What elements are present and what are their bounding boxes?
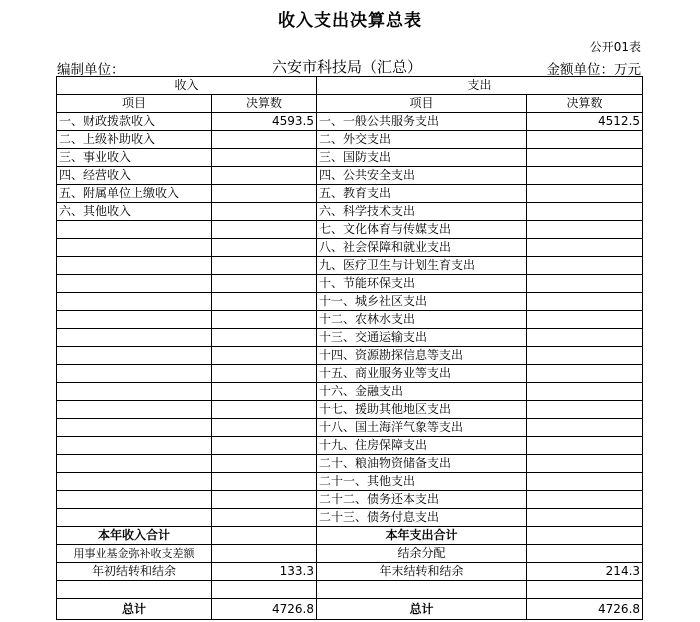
table-row: [57, 329, 643, 347]
expense-amount-cell: [527, 131, 643, 149]
income-amount-cell: [212, 203, 317, 221]
year-total-row: [57, 527, 643, 545]
income-amount-cell: [212, 221, 317, 239]
surplus-dist-value: [527, 545, 643, 563]
blank-cell: [57, 581, 212, 599]
income-amount-cell: [212, 275, 317, 293]
income-amount-cell: 4593.5: [212, 113, 317, 131]
income-amount-cell: [212, 185, 317, 203]
expense-item-cell: 十八、国土海洋气象等支出: [317, 419, 527, 437]
income-amount-header: 决算数: [212, 95, 317, 113]
expense-item-cell: 二十二、债务还本支出: [317, 491, 527, 509]
income-item-cell: [57, 455, 212, 473]
blank-cell: [212, 581, 317, 599]
income-item-cell: [57, 383, 212, 401]
grand-total-expense-label: 总计: [317, 599, 527, 620]
income-amount-cell: [212, 257, 317, 275]
expense-amount-cell: [527, 167, 643, 185]
income-item-cell: 四、经营收入: [57, 167, 212, 185]
expense-total-value: [527, 527, 643, 545]
expense-item-cell: 四、公共安全支出: [317, 167, 527, 185]
income-amount-cell: [212, 365, 317, 383]
expense-item-cell: 十五、商业服务业等支出: [317, 365, 527, 383]
expense-item-cell: 三、国防支出: [317, 149, 527, 167]
expense-amount-cell: [527, 275, 643, 293]
income-item-cell: [57, 275, 212, 293]
income-item-cell: [57, 509, 212, 527]
expense-item-cell: 二十一、其他支出: [317, 473, 527, 491]
blank-cell: [317, 581, 527, 599]
summary-table: [56, 76, 643, 620]
grand-total-income-value: 4726.8: [212, 599, 317, 620]
fund-offset-value: [212, 545, 317, 563]
table-row: [57, 149, 643, 167]
expense-item-header: 项目: [317, 95, 527, 113]
income-item-cell: [57, 293, 212, 311]
income-item-cell: 二、上级补助收入: [57, 131, 212, 149]
expense-amount-cell: [527, 221, 643, 239]
table-row: [57, 185, 643, 203]
income-amount-cell: [212, 347, 317, 365]
income-total-label: 本年收入合计: [57, 527, 212, 545]
table-row: [57, 509, 643, 527]
income-amount-cell: [212, 293, 317, 311]
income-item-cell: 五、附属单位上缴收入: [57, 185, 212, 203]
expense-item-cell: 九、医疗卫生与计划生育支出: [317, 257, 527, 275]
income-item-cell: 六、其他收入: [57, 203, 212, 221]
expense-amount-cell: [527, 203, 643, 221]
expense-amount-cell: [527, 311, 643, 329]
income-amount-cell: [212, 329, 317, 347]
table-row: [57, 401, 643, 419]
table-row: [57, 473, 643, 491]
income-amount-cell: [212, 131, 317, 149]
income-amount-cell: [212, 419, 317, 437]
income-amount-cell: [212, 149, 317, 167]
table-row: [57, 167, 643, 185]
income-item-cell: [57, 365, 212, 383]
expense-amount-cell: [527, 455, 643, 473]
income-item-cell: [57, 437, 212, 455]
expense-amount-header: 决算数: [527, 95, 643, 113]
expense-item-cell: 七、文化体育与传媒支出: [317, 221, 527, 239]
balance-row: [57, 563, 643, 581]
expense-total-label: 本年支出合计: [317, 527, 527, 545]
unit-name: 六安市科技局（汇总）: [272, 58, 423, 76]
expense-item-cell: 十六、金融支出: [317, 383, 527, 401]
expense-amount-cell: [527, 185, 643, 203]
income-section-header: 收入: [57, 77, 317, 95]
income-item-cell: [57, 311, 212, 329]
income-item-cell: [57, 419, 212, 437]
expense-item-cell: 二十三、债务付息支出: [317, 509, 527, 527]
expense-amount-cell: [527, 491, 643, 509]
expense-amount-cell: [527, 419, 643, 437]
income-item-cell: 一、财政拨款收入: [57, 113, 212, 131]
income-amount-cell: [212, 401, 317, 419]
income-amount-cell: [212, 311, 317, 329]
unit-label: 编制单位：: [57, 62, 125, 78]
grand-total-expense-value: 4726.8: [527, 599, 643, 620]
table-row: [57, 311, 643, 329]
expense-amount-cell: [527, 149, 643, 167]
fund-offset-label: 用事业基金弥补收支差额: [57, 545, 212, 563]
page-title: 收入支出决算总表: [278, 11, 422, 31]
expense-amount-cell: [527, 401, 643, 419]
income-item-header: 项目: [57, 95, 212, 113]
expense-amount-cell: [527, 473, 643, 491]
table-row: [57, 275, 643, 293]
income-item-cell: [57, 347, 212, 365]
expense-amount-cell: [527, 257, 643, 275]
table-row: [57, 455, 643, 473]
fund-offset-row: [57, 545, 643, 563]
expense-amount-cell: 4512.5: [527, 113, 643, 131]
grand-total-income-label: 总计: [57, 599, 212, 620]
table-row: [57, 491, 643, 509]
begin-balance-label: 年初结转和结余: [57, 563, 212, 581]
expense-item-cell: 五、教育支出: [317, 185, 527, 203]
blank-row: [57, 581, 643, 599]
income-item-cell: [57, 401, 212, 419]
income-item-cell: [57, 491, 212, 509]
grand-total-row: [57, 599, 643, 620]
income-amount-cell: [212, 491, 317, 509]
income-total-value: [212, 527, 317, 545]
income-item-cell: [57, 473, 212, 491]
table-row: [57, 257, 643, 275]
income-amount-cell: [212, 455, 317, 473]
expense-item-cell: 十二、农林水支出: [317, 311, 527, 329]
expense-amount-cell: [527, 437, 643, 455]
end-balance-value: 214.3: [527, 563, 643, 581]
expense-item-cell: 十七、援助其他地区支出: [317, 401, 527, 419]
income-amount-cell: [212, 167, 317, 185]
table-number: 公开01表: [589, 40, 641, 54]
expense-item-cell: 十四、资源勘探信息等支出: [317, 347, 527, 365]
expense-item-cell: 十九、住房保障支出: [317, 437, 527, 455]
table-row: [57, 239, 643, 257]
expense-item-cell: 十三、交通运输支出: [317, 329, 527, 347]
table-row: [57, 221, 643, 239]
expense-amount-cell: [527, 329, 643, 347]
expense-item-cell: 二十、粮油物资储备支出: [317, 455, 527, 473]
table-row: [57, 113, 643, 131]
income-amount-cell: [212, 383, 317, 401]
expense-item-cell: 六、科学技术支出: [317, 203, 527, 221]
income-item-cell: [57, 221, 212, 239]
income-amount-cell: [212, 509, 317, 527]
expense-item-cell: 一、一般公共服务支出: [317, 113, 527, 131]
expense-amount-cell: [527, 365, 643, 383]
income-amount-cell: [212, 437, 317, 455]
expense-amount-cell: [527, 509, 643, 527]
table-row: [57, 131, 643, 149]
income-amount-cell: [212, 473, 317, 491]
table-row: [57, 203, 643, 221]
expense-amount-cell: [527, 293, 643, 311]
column-header-row: [57, 95, 643, 113]
section-header-row: [57, 77, 643, 95]
expense-item-cell: 二、外交支出: [317, 131, 527, 149]
income-item-cell: [57, 329, 212, 347]
expense-section-header: 支出: [317, 77, 643, 95]
table-row: [57, 347, 643, 365]
income-item-cell: 三、事业收入: [57, 149, 212, 167]
expense-item-cell: 十、节能环保支出: [317, 275, 527, 293]
amount-unit: 金额单位：万元: [546, 62, 641, 78]
income-item-cell: [57, 239, 212, 257]
table-row: [57, 293, 643, 311]
blank-cell: [527, 581, 643, 599]
expense-amount-cell: [527, 383, 643, 401]
income-item-cell: [57, 257, 212, 275]
table-row: [57, 437, 643, 455]
table-row: [57, 365, 643, 383]
expense-amount-cell: [527, 347, 643, 365]
begin-balance-value: 133.3: [212, 563, 317, 581]
expense-item-cell: 八、社会保障和就业支出: [317, 239, 527, 257]
table-row: [57, 419, 643, 437]
end-balance-label: 年末结转和结余: [317, 563, 527, 581]
income-amount-cell: [212, 239, 317, 257]
surplus-dist-label: 结余分配: [317, 545, 527, 563]
table-row: [57, 383, 643, 401]
expense-item-cell: 十一、城乡社区支出: [317, 293, 527, 311]
expense-amount-cell: [527, 239, 643, 257]
